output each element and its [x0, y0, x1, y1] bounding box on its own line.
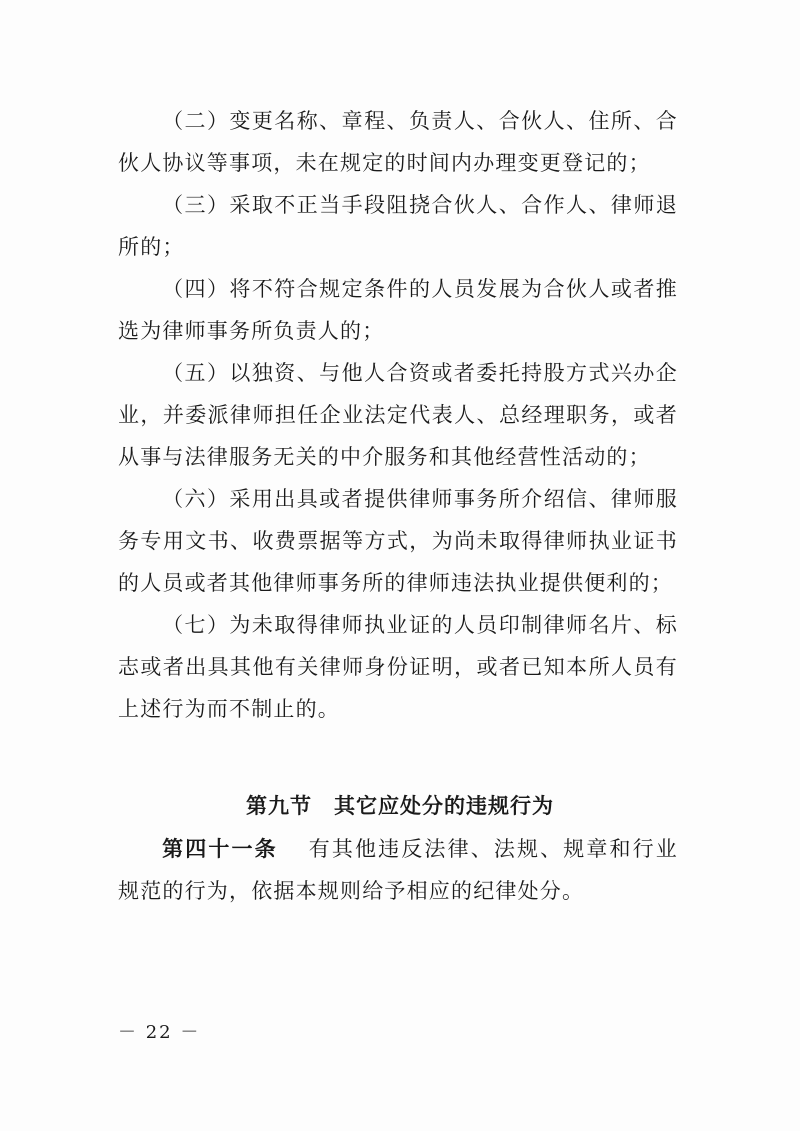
item-marker: （二） [162, 109, 230, 133]
item-marker: （七） [162, 613, 230, 637]
item-text: 将不符合规定条件的人员发展为合伙人或者推选为律师事务所负责人的； [118, 277, 678, 343]
item-text: 采取不正当手段阻挠合伙人、合作人、律师退所的； [118, 193, 678, 259]
item-text: 采用出具或者提供律师事务所介绍信、律师服务专用文书、收费票据等方式，为尚未取得律师执业证书的人员或者其他律师事务所的律师违法执业提供便利的； [118, 487, 678, 595]
list-item [118, 268, 678, 352]
list-item [118, 604, 678, 730]
article-text: 有其他违反法律、法规、规章和行业规范的行为，依据本规则给予相应的纪律处分。 [118, 837, 679, 903]
list-item [118, 184, 678, 268]
list-item [118, 100, 678, 184]
article-label: 第四十一条 [162, 837, 278, 861]
item-marker: （六） [162, 487, 230, 511]
list-item [118, 478, 678, 604]
section-number: 第九节 [246, 794, 312, 818]
section-title: 其它应处分的违规行为 [334, 794, 554, 818]
list-item [118, 352, 678, 478]
item-text: 为未取得律师执业证的人员印制律师名片、标志或者出具其他有关律师身份证明，或者已知本所人员有上述行为而不制止的。 [118, 613, 678, 721]
item-marker: （三） [162, 193, 230, 217]
item-marker: （四） [162, 277, 230, 301]
item-text: 以独资、与他人合资或者委托持股方式兴办企业，并委派律师担任企业法定代表人、总经理职务，或者从事与法律服务无关的中介服务和其他经营性活动的； [118, 361, 678, 469]
article-paragraph [118, 828, 678, 912]
section-heading [0, 785, 800, 827]
page-number: － 22 － [118, 1022, 201, 1043]
item-marker: （五） [162, 361, 230, 385]
item-text: 变更名称、章程、负责人、合伙人、住所、合伙人协议等事项，未在规定的时间内办理变更登记的； [118, 109, 678, 175]
